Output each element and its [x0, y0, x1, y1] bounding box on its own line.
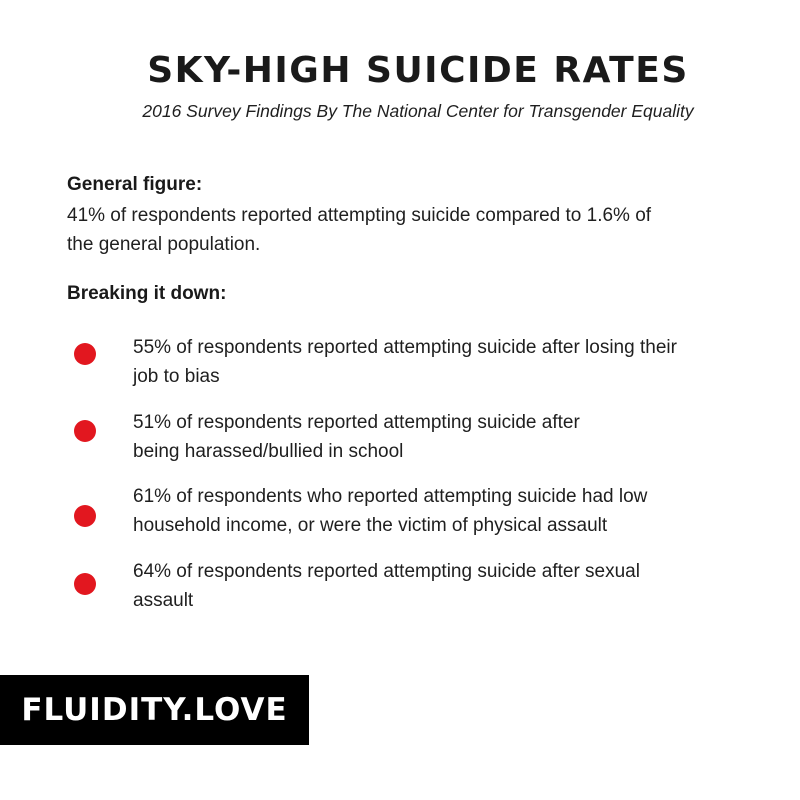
- general-figure-line-1: 41% of respondents reported attempting suicide compared to 1.6% of: [67, 205, 652, 226]
- brand-logo-text: FLUIDITY.LOVE: [21, 692, 288, 728]
- breakdown-item-line-2: household income, or were the victim of physical assault: [133, 515, 608, 536]
- general-figure-line-2: the general population.: [67, 234, 261, 255]
- breakdown-item-line-1: 64% of respondents reported attempting suicide after sexual: [133, 561, 640, 582]
- red-dot-icon: [74, 420, 96, 442]
- general-figure-heading: General figure:: [67, 174, 203, 195]
- breakdown-item-text: [133, 557, 763, 615]
- red-dot-icon: [74, 343, 96, 365]
- page-subtitle: 2016 Survey Findings By The National Center for Transgender Equality: [142, 101, 694, 121]
- breakdown-heading: Breaking it down:: [67, 283, 227, 304]
- breakdown-item-line-2: assault: [133, 590, 194, 611]
- page-title: SKY-HIGH SUICIDE RATES: [147, 50, 689, 91]
- breakdown-item-text: [133, 482, 763, 540]
- breakdown-item-line-1: 61% of respondents who reported attempting suicide had low: [133, 486, 648, 507]
- breakdown-item-line-2: being harassed/bullied in school: [133, 441, 404, 462]
- breakdown-item-text: [133, 333, 763, 391]
- red-dot-icon: [74, 505, 96, 527]
- breakdown-item-text: [133, 408, 763, 466]
- red-dot-icon: [74, 573, 96, 595]
- breakdown-item-line-1: 51% of respondents reported attempting suicide after: [133, 412, 580, 433]
- breakdown-item-line-2: job to bias: [133, 366, 220, 387]
- brand-logo: [0, 675, 309, 745]
- breakdown-item-line-1: 55% of respondents reported attempting suicide after losing their: [133, 337, 677, 358]
